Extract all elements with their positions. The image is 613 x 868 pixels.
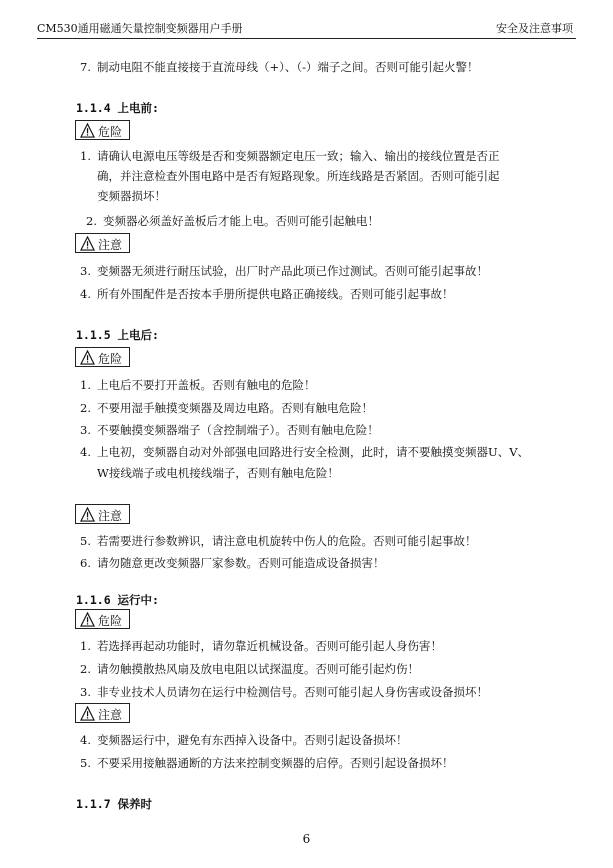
list-item: 4. 上电初，变频器自动对外部强电回路进行安全检测，此时，请不要触摸变频器U、V、: [80, 445, 529, 459]
caution-label: 注意: [98, 708, 123, 722]
caution-label: 注意: [98, 509, 123, 523]
list-item: 1. 上电后不要打开盖板。否则有触电的危险！: [80, 378, 316, 392]
list-item-continuation: W接线端子或电机接线端子，否则有触电危险！: [97, 466, 339, 480]
warning-triangle-icon: [80, 706, 95, 721]
list-item: 4. 所有外围配件是否按本手册所提供电路正确接线。否则可能引起事故！: [80, 287, 454, 301]
warning-triangle-icon: [80, 236, 95, 251]
caution-label: 注意: [98, 238, 123, 252]
list-item: 2. 不要用湿手触摸变频器及周边电路。否则有触电危险！: [80, 401, 373, 415]
list-item-continuation: 确，并注意检查外围电路中是否有短路现象。所连线路是否紧固。否则可能引起: [97, 169, 500, 183]
chapter-title: 安全及注意事项: [496, 22, 573, 35]
caution-box: [75, 703, 130, 723]
list-item: 6. 请勿随意更改变频器厂家参数。否则可能造成设备损害！: [80, 556, 385, 570]
danger-label: 危险: [98, 352, 123, 366]
warning-triangle-icon: [80, 612, 95, 627]
warning-triangle-icon: [80, 123, 95, 138]
warning-triangle-icon: [80, 507, 95, 522]
manual-title: CM530通用磁通矢量控制变频器用户手册: [37, 22, 243, 35]
list-item: 5. 若需要进行参数辨识，请注意电机旋转中伤人的危险。否则可能引起事故！: [80, 534, 477, 548]
danger-box: [75, 609, 130, 629]
section-heading: 1.1.7 保养时: [76, 797, 153, 811]
list-item-continuation: 变频器损坏！: [97, 189, 166, 203]
list-item: 2. 请勿触摸散热风扇及放电电阻以试探温度。否则可能引起灼伤！: [80, 662, 419, 676]
section-heading: 1.1.5 上电后:: [76, 328, 159, 342]
list-item: 7. 制动电阻不能直接接于直流母线（+）、（-）端子之间。否则可能引起火警！: [80, 60, 479, 74]
section-heading: 1.1.4 上电前:: [76, 101, 159, 115]
danger-box: [75, 120, 130, 140]
caution-box: [75, 233, 130, 253]
page-number: 6: [302, 832, 311, 846]
list-item: 3. 不要触摸变频器端子（含控制端子）。否则有触电危险！: [80, 423, 379, 437]
list-item: 4. 变频器运行中，避免有东西掉入设备中。否则引起设备损坏！: [80, 733, 408, 747]
danger-label: 危险: [98, 125, 123, 139]
warning-triangle-icon: [80, 350, 95, 365]
danger-box: [75, 347, 130, 367]
list-item: 5. 不要采用接触器通断的方法来控制变频器的启停。否则引起设备损坏！: [80, 756, 454, 770]
list-item: 1. 请确认电源电压等级是否和变频器额定电压一致；输入、输出的接线位置是否正: [80, 149, 500, 163]
list-item: 3. 非专业技术人员请勿在运行中检测信号。否则可能引起人身伤害或设备损坏！: [80, 685, 488, 699]
caution-box: [75, 504, 130, 524]
list-item: 2. 变频器必须盖好盖板后才能上电。否则可能引起触电！: [86, 214, 379, 228]
section-heading: 1.1.6 运行中:: [76, 593, 159, 607]
list-item: 3. 变频器无须进行耐压试验，出厂时产品此项已作过测试。否则可能引起事故！: [80, 264, 488, 278]
page-header: [37, 18, 576, 39]
list-item: 1. 若选择再起动功能时，请勿靠近机械设备。否则可能引起人身伤害！: [80, 639, 442, 653]
danger-label: 危险: [98, 614, 123, 628]
